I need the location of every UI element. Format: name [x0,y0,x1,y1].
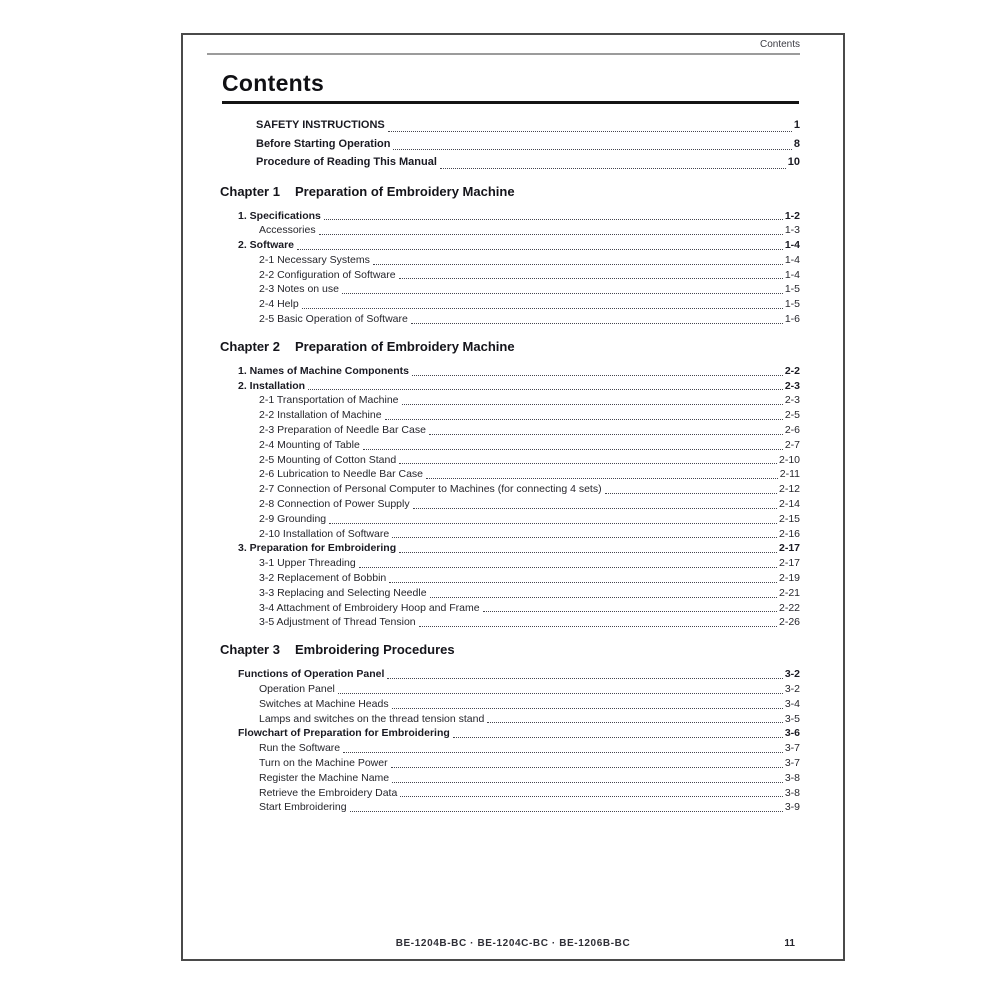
toc-entry [238,153,800,172]
toc-entry-label: Lamps and switches on the thread tension stand [259,712,485,725]
page-footer [183,938,843,952]
toc-dot-leader [363,449,783,450]
toc-dot-leader [399,552,777,553]
toc-entry-label: Flowchart of Preparation for Embroidering [238,727,450,740]
toc-entry-label: Functions of Operation Panel [238,668,385,681]
toc-entry-page: 2-17 [778,542,800,555]
toc-entry [220,601,800,616]
toc-entry-label: Retrieve the Embroidery Data [259,786,398,799]
toc-entry [238,116,800,135]
chapter-heading [220,184,800,200]
toc-entry-page: 2-12 [778,483,800,496]
toc-entry-page: 2-10 [778,453,800,466]
toc-entry-label: 1. Names of Machine Components [238,364,409,377]
toc-dot-leader [413,508,777,509]
toc-dot-leader [342,293,783,294]
toc-dot-leader [426,478,778,479]
toc-dot-leader [440,168,786,169]
toc-entry [220,800,800,815]
chapter-name: Preparation of Embroidery Machine [294,338,515,354]
toc-entry [220,209,800,224]
chapter-section [220,339,800,630]
toc-entry [220,512,800,527]
toc-entry [220,364,800,379]
toc-dot-leader [385,419,783,420]
running-header-rule [207,53,800,55]
toc-dot-leader [302,308,783,309]
toc-dot-leader [453,737,783,738]
toc-entry-label: 2-10 Installation of Software [259,527,390,540]
toc-entry [220,712,800,727]
chapter-number: Chapter 2 [220,338,280,354]
toc-entry [220,786,800,801]
toc-entry-label: Start Embroidering [259,801,347,814]
toc-entry-label: 3. Preparation for Embroidering [238,542,397,555]
toc-entry-page: 3-7 [784,757,800,769]
toc-entry-label: 2-2 Installation of Machine [259,409,382,422]
toc-entry-label: Register the Machine Name [259,771,390,784]
toc-entry-page: 2-16 [778,527,800,540]
toc-entry-label: 2-4 Help [259,298,299,311]
toc-dot-leader [343,752,783,753]
toc-dot-leader [411,323,783,324]
toc-entry-page: 1-4 [784,268,800,281]
toc-entry-page: 2-22 [778,601,800,614]
toc-dot-leader [308,389,783,390]
toc-entry-label: 2-5 Mounting of Cotton Stand [259,453,397,466]
toc-entry-page: 2-2 [784,364,800,377]
title-rule [222,101,799,104]
toc-entry [220,726,800,741]
chapter-section [220,184,800,327]
toc-dot-leader [329,523,777,524]
toc-entry-label: Run the Software [259,742,341,755]
toc-entry-page: 1-4 [784,253,800,266]
toc-entry-label: 2-9 Grounding [259,512,327,525]
toc-entry-label: 2-3 Preparation of Needle Bar Case [259,424,426,437]
toc-dot-leader [393,149,791,150]
toc-dot-leader [387,678,782,679]
toc-entry-page: 1-6 [784,313,800,326]
toc-entry-page: 2-11 [779,468,800,481]
toc-entry [220,238,800,253]
toc-entry-page: 1-5 [784,283,800,296]
toc-entry-label: Before Starting Operation [256,137,391,150]
toc-entry-page: 2-21 [778,586,800,599]
toc-entry-page: 2-17 [778,557,800,570]
toc-entry-label: 3-2 Replacement of Bobbin [259,572,387,585]
toc-dot-leader [399,278,783,279]
toc-entry [220,697,800,712]
toc-entry-page: 3-8 [784,771,800,784]
toc-entry-page: 2-3 [784,379,800,392]
toc-entry [220,297,800,312]
toc-entry-label: 2-8 Connection of Power Supply [259,498,410,511]
chapter-name: Embroidering Procedures [294,642,455,658]
toc-dot-leader [392,537,777,538]
toc-entry-page: 2-15 [778,512,800,525]
toc-entry [220,393,800,408]
toc-page [181,33,845,961]
toc-entry [220,312,800,327]
toc-entry [220,615,800,630]
toc-entry [220,379,800,394]
toc-entry [220,282,800,297]
toc-entry-page: 1-3 [784,224,800,237]
toc-entry [220,408,800,423]
toc-entry-label: 1. Specifications [238,209,321,222]
toc-entry-page: 8 [793,137,800,150]
toc-entry [220,453,800,468]
toc-entry [220,497,800,512]
toc-dot-leader [392,708,783,709]
toc-entry-page: 3-2 [784,668,800,681]
chapter-heading [220,642,800,658]
toc-entry-page: 3-9 [784,801,800,814]
chapter-number: Chapter 3 [220,642,280,658]
toc-entry-page: 1-2 [784,209,800,222]
footer-page-number: 11 [784,938,795,949]
toc-entry-label: 2-5 Basic Operation of Software [259,313,408,326]
toc-entry [220,482,800,497]
toc-entry-page: 2-5 [784,409,800,422]
toc-entry-label: 3-4 Attachment of Embroidery Hoop and Frame [259,601,480,614]
toc-entry-page: 1-5 [784,298,800,311]
toc-entry-label: 2-1 Necessary Systems [259,253,370,266]
toc-entry-label: 2-4 Mounting of Table [259,438,360,451]
toc-entry-page: 2-19 [778,572,800,585]
toc-entry-page: 10 [787,156,800,168]
page-title: Contents [222,70,325,96]
toc-dot-leader [402,404,783,405]
toc-entry-label: 2-7 Connection of Personal Computer to Machines (for connecting 4 sets) [259,483,602,496]
toc-entry-label: 2-6 Lubrication to Needle Bar Case [259,468,424,481]
toc-entry [220,667,800,682]
chapters-list [220,184,800,816]
toc-dot-leader [430,597,777,598]
toc-dot-leader [400,796,783,797]
toc-entry [220,571,800,586]
toc-entry [220,682,800,697]
running-header-label: Contents [759,39,800,50]
toc-entry-label: Accessories [259,224,316,237]
toc-entry [220,423,800,438]
toc-dot-leader [389,582,777,583]
toc-dot-leader [392,782,783,783]
toc-entry [220,541,800,556]
toc-dot-leader [605,493,777,494]
front-matter-list [238,116,800,172]
toc-entry-page: 2-26 [778,616,800,629]
toc-entry-page: 3-2 [784,683,800,696]
toc-entry-label: 2-2 Configuration of Software [259,268,396,281]
chapter-section [220,642,800,815]
toc-entry-page: 3-7 [784,742,800,755]
toc-dot-leader [324,219,783,220]
toc-entry-page: 2-3 [784,394,800,407]
toc-dot-leader [483,611,777,612]
toc-entry-label: 2. Software [238,239,295,252]
toc-dot-leader [399,463,777,464]
toc-entry-page: 1-4 [784,239,800,252]
toc-entry [220,467,800,482]
toc-entry [220,771,800,786]
toc-entry [220,268,800,283]
toc-dot-leader [350,811,783,812]
toc-dot-leader [319,234,783,235]
toc-entry-label: Operation Panel [259,683,335,696]
toc-entry-label: Switches at Machine Heads [259,697,389,710]
chapter-name: Preparation of Embroidery Machine [294,183,515,199]
toc-entry-page: 2-7 [784,438,800,451]
toc-dot-leader [487,722,783,723]
toc-dot-leader [388,131,792,132]
toc-entry-page: 3-8 [784,786,800,799]
toc-entry-label: 2-1 Transportation of Machine [259,394,399,407]
toc-entry [220,223,800,238]
chapter-heading [220,339,800,355]
toc-entry-label: 2. Installation [238,379,306,392]
toc-dot-leader [412,375,783,376]
toc-dot-leader [297,249,783,250]
toc-dot-leader [338,693,783,694]
toc-entry [220,438,800,453]
toc-entry-label: 3-5 Adjustment of Thread Tension [259,616,416,629]
toc-entry-page: 3-6 [784,727,800,740]
toc-entry-page: 2-6 [784,424,800,437]
toc-entry-label: 3-1 Upper Threading [259,557,356,570]
toc-entry-label: SAFETY INSTRUCTIONS [256,119,385,131]
toc-entry-page: 3-5 [784,712,800,725]
toc-dot-leader [419,626,777,627]
running-header [207,39,800,55]
toc-dot-leader [429,434,783,435]
chapter-number: Chapter 1 [220,183,280,199]
toc-entry [220,556,800,571]
toc-entry [238,135,800,154]
toc-dot-leader [373,264,783,265]
toc-dot-leader [359,567,777,568]
toc-entry [220,756,800,771]
toc-entry-label: 2-3 Notes on use [259,283,339,296]
toc-entry [220,741,800,756]
footer-model-numbers: BE-1204B-BC · BE-1204C-BC · BE-1206B-BC [395,938,631,949]
toc-entry-page: 1 [793,119,800,131]
toc-entry [220,527,800,542]
toc-entry-label: Procedure of Reading This Manual [256,156,437,168]
toc-entry-label: 3-3 Replacing and Selecting Needle [259,586,427,599]
toc-entry [220,253,800,268]
toc-dot-leader [391,767,783,768]
toc-entry-page: 2-14 [778,498,800,511]
toc-entry-page: 3-4 [784,697,800,710]
toc-entry [220,586,800,601]
toc-entry-label: Turn on the Machine Power [259,757,388,769]
